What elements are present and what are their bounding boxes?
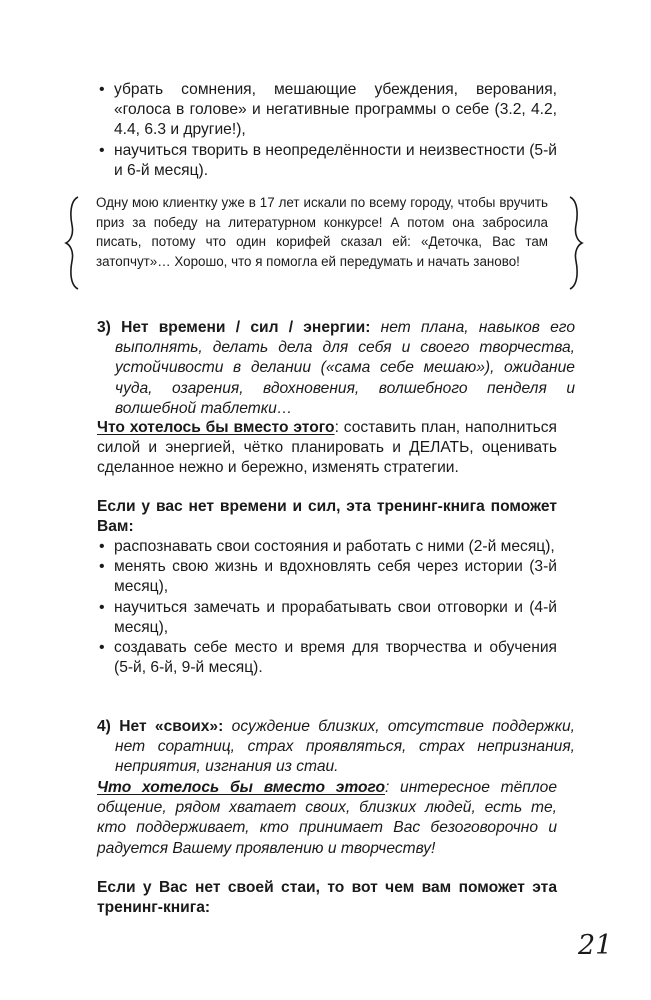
item-4-wish-label: Что хотелось бы вместо этого bbox=[97, 779, 385, 796]
item-4 bbox=[97, 717, 575, 778]
bullet-item: • научиться замечать и прорабатывать свои отговорки и (4-й месяц), bbox=[97, 598, 557, 638]
item-3-body: нет плана, навыков его выполнять, делать дела для себя и своего творчества, устойчивости в делании («сама себе мешаю»), ожидание чуда, озарения, вдохновения, волшебного пенделя и волшебной таблетки… bbox=[115, 319, 575, 417]
item-4-wish-text: : интересное тёплое общение, рядом хватает своих, близких людей, есть те, кто поддерживает, кто принимает Вас безоговорочно и радуется Вашему проявлению и творчеству! bbox=[97, 779, 557, 857]
section-2-bullet-list bbox=[97, 537, 557, 678]
item-4-wish bbox=[97, 778, 557, 859]
item-3-wish bbox=[97, 418, 557, 479]
bullet-item: • научиться творить в неопределённости и неизвестности (5-й и 6-й месяц). bbox=[97, 141, 557, 181]
item-4-title: 4) Нет «своих»: bbox=[97, 718, 224, 735]
bullet-item: • убрать сомнения, мешающие убеждения, верования, «голоса в голове» и негативные программы о себе (3.2, 4.2, 4.4, 6.3 и другие!), bbox=[97, 80, 557, 141]
page-number: 21 bbox=[578, 930, 613, 961]
top-bullet-list bbox=[97, 80, 557, 181]
section-2-heading: Если у вас нет времени и сил, эта тренинг-книга поможет Вам: bbox=[97, 498, 557, 536]
section-3-heading: Если у Вас нет своей стаи, то вот чем вам поможет эта тренинг-книга: bbox=[97, 879, 557, 917]
quote-text: Одну мою клиентку уже в 17 лет искали по всему городу, чтобы вручить приз за победу на литературном конкурсе! А потом она забросила писать, потому что один корифей сказал ей: «Деточка, Вас там затопчут»… Хорошо, что я помогла ей передумать и начать заново! bbox=[96, 195, 548, 269]
bullet-item: • менять свою жизнь и вдохновлять себя через истории (3-й месяц), bbox=[97, 557, 557, 597]
right-brace-icon bbox=[566, 195, 584, 291]
item-3-wish-text: : составить план, наполниться силой и энергией, чётко планировать и ДЕЛАТЬ, оценивать сделанное нежно и бережно, изменять стратегии. bbox=[97, 419, 558, 477]
quote-box bbox=[64, 193, 584, 298]
item-3 bbox=[97, 318, 575, 419]
item-4-body: осуждение близких, отсутствие поддержки, нет соратниц, страх проявляться, страх непризнания, неприятия, изгнания из стаи. bbox=[115, 718, 575, 776]
item-3-wish-label: Что хотелось бы вместо этого bbox=[97, 419, 335, 436]
bullet-item: • создавать себе место и время для творчества и обучения (5-й, 6-й, 9-й месяц). bbox=[97, 638, 557, 678]
item-3-title: 3) Нет времени / сил / энергии: bbox=[97, 319, 371, 336]
left-brace-icon bbox=[64, 195, 82, 291]
bullet-item: • распознавать свои состояния и работать с ними (2-й месяц), bbox=[97, 537, 557, 557]
